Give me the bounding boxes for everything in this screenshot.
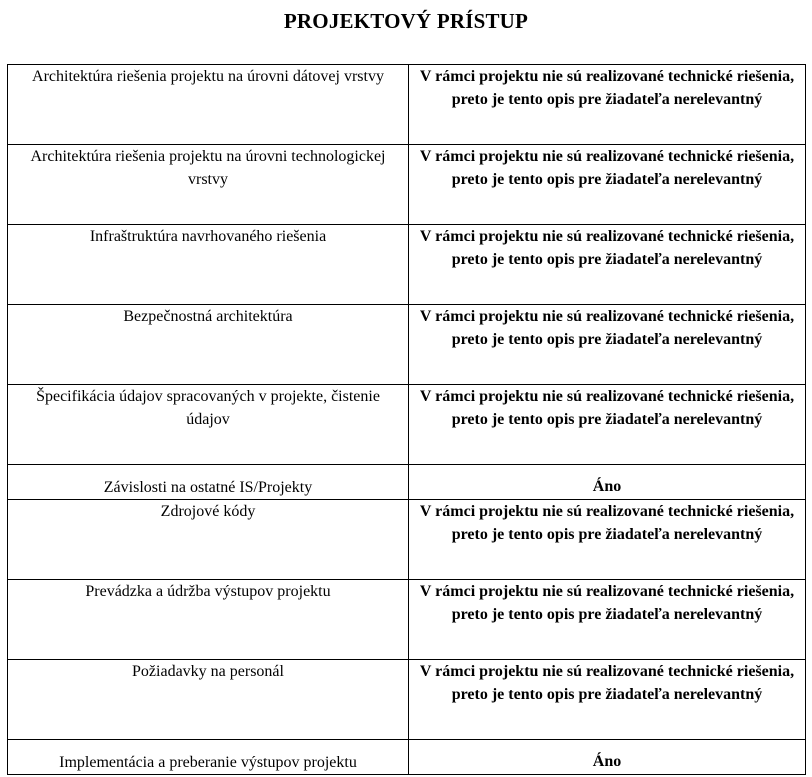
row-label: Prevádzka a údržba výstupov projektu bbox=[8, 580, 409, 660]
table-row bbox=[8, 305, 806, 385]
row-label: Architektúra riešenia projektu na úrovni technologickej vrstvy bbox=[8, 145, 409, 225]
row-value: V rámci projektu nie sú realizované technické riešenia, preto je tento opis pre žiadateľa nerelevantný bbox=[409, 385, 806, 465]
project-approach-table bbox=[7, 64, 806, 775]
row-value: V rámci projektu nie sú realizované technické riešenia, preto je tento opis pre žiadateľa nerelevantný bbox=[409, 65, 806, 145]
row-label: Bezpečnostná architektúra bbox=[8, 305, 409, 385]
table-row bbox=[8, 580, 806, 660]
row-value: V rámci projektu nie sú realizované technické riešenia, preto je tento opis pre žiadateľa nerelevantný bbox=[409, 145, 806, 225]
table-row bbox=[8, 145, 806, 225]
row-label: Závislosti na ostatné IS/Projekty bbox=[8, 465, 409, 500]
row-label: Požiadavky na personál bbox=[8, 660, 409, 740]
row-value: Áno bbox=[409, 740, 806, 775]
row-value: Áno bbox=[409, 465, 806, 500]
table-row bbox=[8, 385, 806, 465]
row-value: V rámci projektu nie sú realizované technické riešenia, preto je tento opis pre žiadateľa nerelevantný bbox=[409, 225, 806, 305]
document-title: PROJEKTOVÝ PRÍSTUP bbox=[283, 9, 529, 33]
row-value: V rámci projektu nie sú realizované technické riešenia, preto je tento opis pre žiadateľa nerelevantný bbox=[409, 305, 806, 385]
row-label: Infraštruktúra navrhovaného riešenia bbox=[8, 225, 409, 305]
table-row bbox=[8, 660, 806, 740]
row-value: V rámci projektu nie sú realizované technické riešenia, preto je tento opis pre žiadateľa nerelevantný bbox=[409, 580, 806, 660]
row-label: Implementácia a preberanie výstupov projektu bbox=[8, 740, 409, 775]
row-value: V rámci projektu nie sú realizované technické riešenia, preto je tento opis pre žiadateľa nerelevantný bbox=[409, 500, 806, 580]
table-row bbox=[8, 740, 806, 775]
table-row bbox=[8, 465, 806, 500]
table-row bbox=[8, 65, 806, 145]
table-row bbox=[8, 500, 806, 580]
table-row bbox=[8, 225, 806, 305]
row-label: Špecifikácia údajov spracovaných v projekte, čistenie údajov bbox=[8, 385, 409, 465]
row-label: Architektúra riešenia projektu na úrovni dátovej vrstvy bbox=[8, 65, 409, 145]
row-value: V rámci projektu nie sú realizované technické riešenia, preto je tento opis pre žiadateľa nerelevantný bbox=[409, 660, 806, 740]
row-label: Zdrojové kódy bbox=[8, 500, 409, 580]
